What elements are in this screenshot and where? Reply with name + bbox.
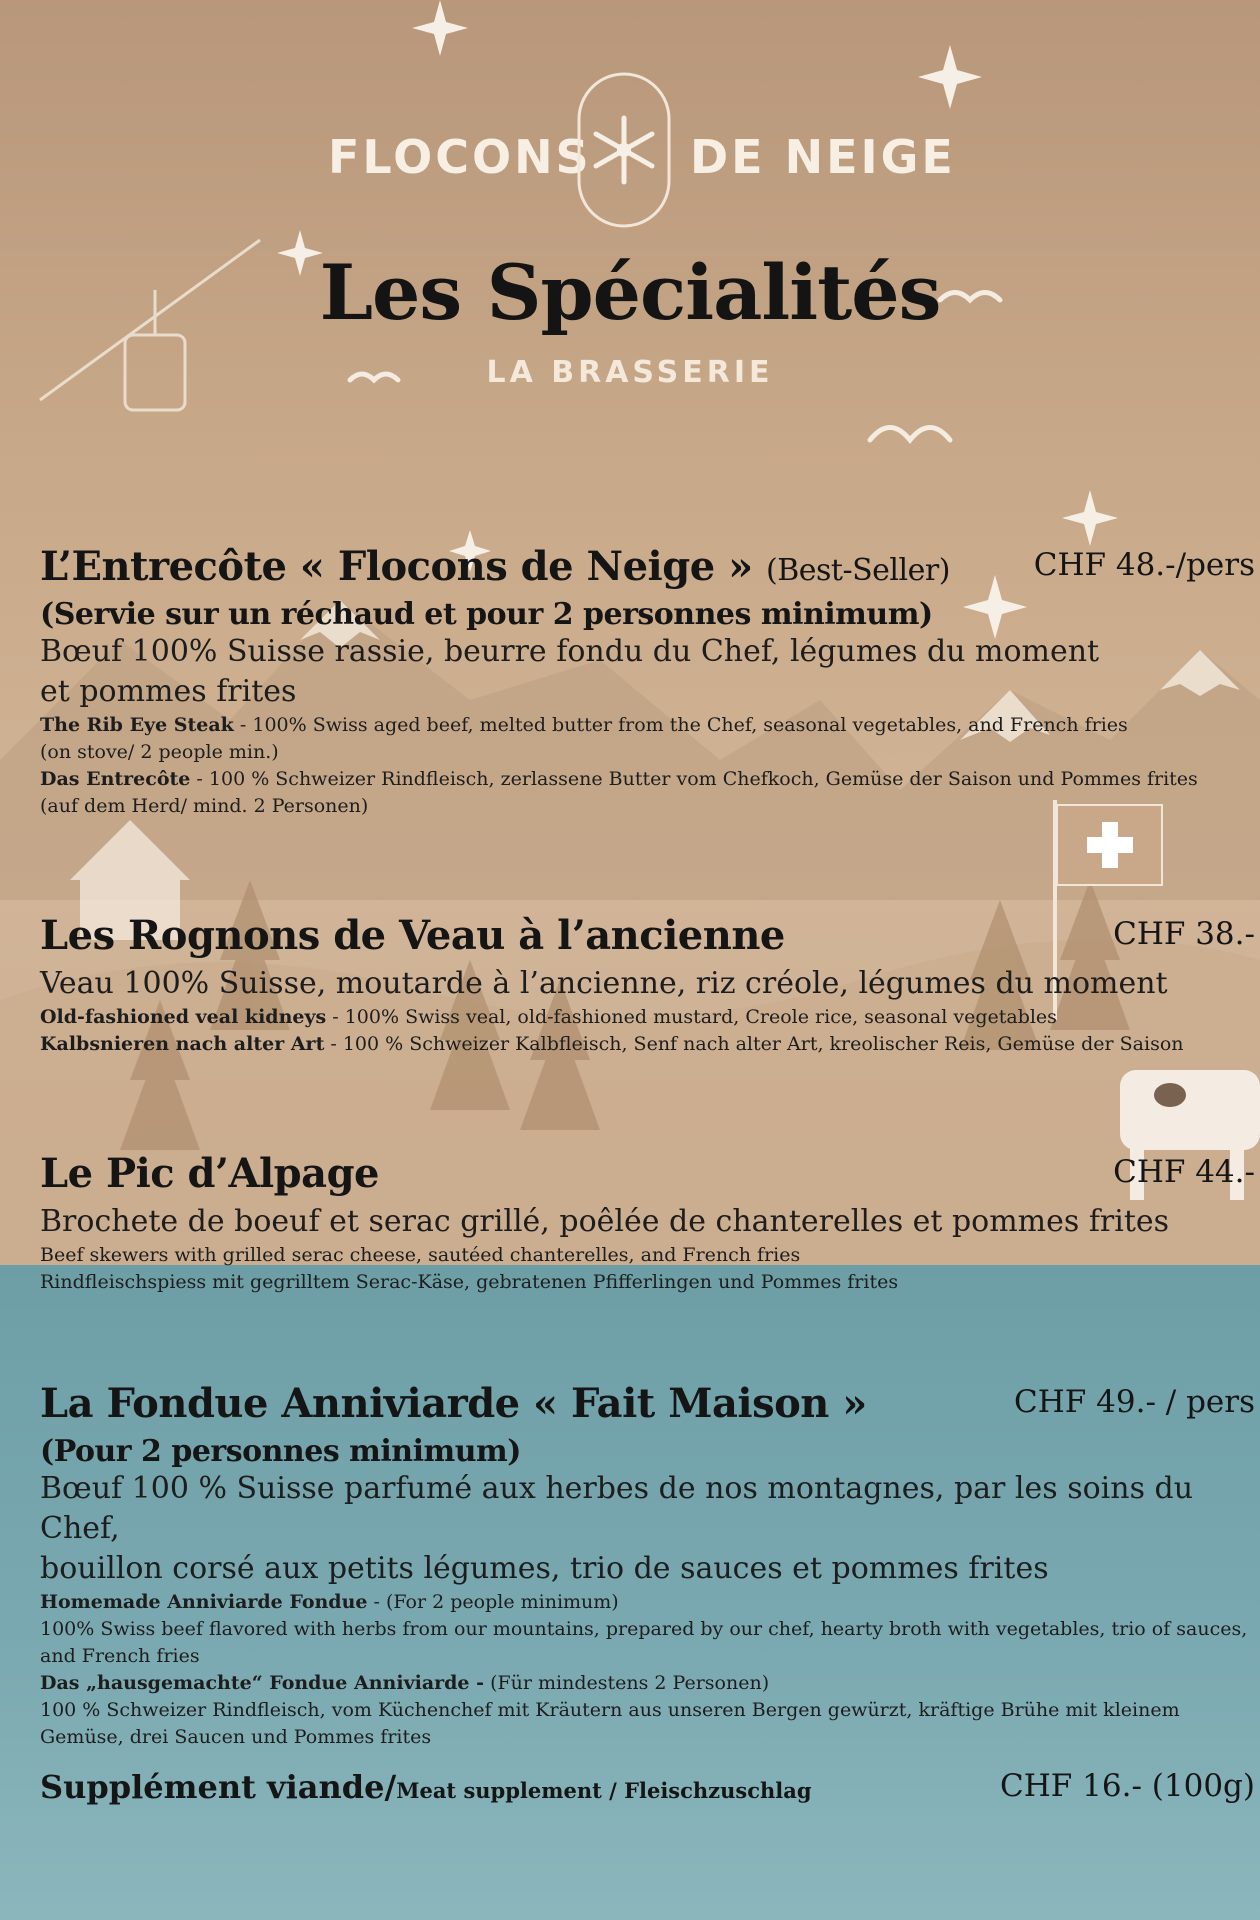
item-description-line: bouillon corsé aux petits légumes, trio de sauces et pommes frites <box>40 1551 1049 1586</box>
item-en-desc: - 100% Swiss veal, old-fashioned mustard, Creole rice, seasonal vegetables <box>326 1006 1057 1028</box>
menu-item-fondue <box>40 1380 1255 1751</box>
item-note: (Best-Seller) <box>766 553 950 588</box>
supplement-label-main: Supplément viande/ <box>40 1768 397 1806</box>
item-description-fr <box>40 632 1255 712</box>
item-en-heading <box>40 1589 1255 1616</box>
item-en-line: 100% Swiss beef flavored with herbs from our mountains, prepared by our chef, hearty broth with vegetables, trio of sauces, <box>40 1618 1248 1640</box>
item-name-wrapper <box>40 543 950 590</box>
item-description-en <box>40 712 1255 739</box>
item-description-de <box>40 1031 1255 1058</box>
item-en-name: The Rib Eye Steak <box>40 714 234 736</box>
item-de-name: Das Entrecôte <box>40 768 191 790</box>
item-description-fr: Brochete de boeuf et serac grillé, poêlée de chanterelles et pommes frites <box>40 1204 1170 1239</box>
item-de-name: Das „hausgemachte“ Fondue Anniviarde - <box>40 1672 485 1694</box>
item-description-en <box>40 1004 1255 1031</box>
item-name: La Fondue Anniviarde « Fait Maison » <box>40 1380 867 1427</box>
item-description-line: et pommes frites <box>40 674 297 709</box>
item-en-desc: - 100% Swiss aged beef, melted butter from the Chef, seasonal vegetables, and French fries <box>233 714 1128 736</box>
item-de-desc: (Für mindestens 2 Personen) <box>484 1672 770 1694</box>
item-en-line: and French fries <box>40 1645 200 1667</box>
supplement-price: CHF 16.- (100g) <box>1000 1768 1255 1804</box>
item-name: L’Entrecôte « Flocons de Neige » <box>40 543 753 590</box>
item-description-fr: Veau 100% Suisse, moutarde à l’ancienne, riz créole, légumes du moment <box>40 966 1168 1001</box>
item-de-heading <box>40 1670 1255 1697</box>
item-name: Le Pic d’Alpage <box>40 1150 379 1197</box>
item-description-de: Rindfleischspiess mit gegrilltem Serac-Käse, gebratenen Pfifferlingen und Pommes frites <box>40 1271 899 1293</box>
item-de-extra: (auf dem Herd/ mind. 2 Personen) <box>40 795 369 817</box>
item-description-line: Bœuf 100% Suisse rassie, beurre fondu du Chef, légumes du moment <box>40 634 1100 669</box>
snowflake-logo-icon <box>574 70 674 230</box>
item-en-extra: (on stove/ 2 people min.) <box>40 741 279 763</box>
brand-left: FLOCONS <box>328 130 592 184</box>
item-de-desc: - 100 % Schweizer Rindfleisch, zerlassene Butter vom Chefkoch, Gemüse der Saison und Pommes frites <box>190 768 1198 790</box>
menu-item-pic-alpage <box>40 1150 1255 1296</box>
page-title: Les Spécialités <box>319 248 941 337</box>
meat-supplement-row <box>40 1768 1255 1818</box>
menu-item-rognons <box>40 912 1255 1058</box>
item-subtitle: (Pour 2 personnes minimum) <box>40 1434 521 1469</box>
item-description-en: Beef skewers with grilled serac cheese, sautéed chanterelles, and French fries <box>40 1244 801 1266</box>
item-price: CHF 44.- <box>1113 1154 1255 1190</box>
item-price: CHF 48.-/pers <box>1033 547 1255 583</box>
item-de-line: Gemüse, drei Saucen und Pommes frites <box>40 1726 432 1748</box>
item-de-name: Kalbsnieren nach alter Art <box>40 1033 325 1055</box>
item-en-name: Homemade Anniviarde Fondue <box>40 1591 368 1613</box>
item-description-fr <box>40 1469 1255 1589</box>
item-description-de <box>40 766 1255 793</box>
menu-item-entrecote <box>40 543 1255 820</box>
page-subtitle: LA BRASSERIE <box>486 355 774 390</box>
item-name: Les Rognons de Veau à l’ancienne <box>40 912 785 959</box>
item-en-name: Old-fashioned veal kidneys <box>40 1006 327 1028</box>
item-price: CHF 38.- <box>1113 916 1255 952</box>
item-subtitle: (Servie sur un réchaud et pour 2 personnes minimum) <box>40 597 933 632</box>
item-en-desc: - (For 2 people minimum) <box>367 1591 619 1613</box>
brand-right: DE NEIGE <box>690 130 956 184</box>
item-description-line: Bœuf 100 % Suisse parfumé aux herbes de nos montagnes, par les soins du Chef, <box>40 1471 1194 1546</box>
item-de-desc: - 100 % Schweizer Kalbfleisch, Senf nach alter Art, kreolischer Reis, Gemüse der Saison <box>324 1033 1184 1055</box>
item-de-line: 100 % Schweizer Rindfleisch, vom Küchenchef mit Kräutern aus unseren Bergen gewürzt, kräftige Brühe mit kleinem <box>40 1699 1180 1721</box>
item-price: CHF 49.- / pers <box>1014 1384 1255 1420</box>
supplement-label <box>40 1768 812 1806</box>
supplement-label-small: Meat supplement / Fleischzuschlag <box>396 1778 812 1803</box>
